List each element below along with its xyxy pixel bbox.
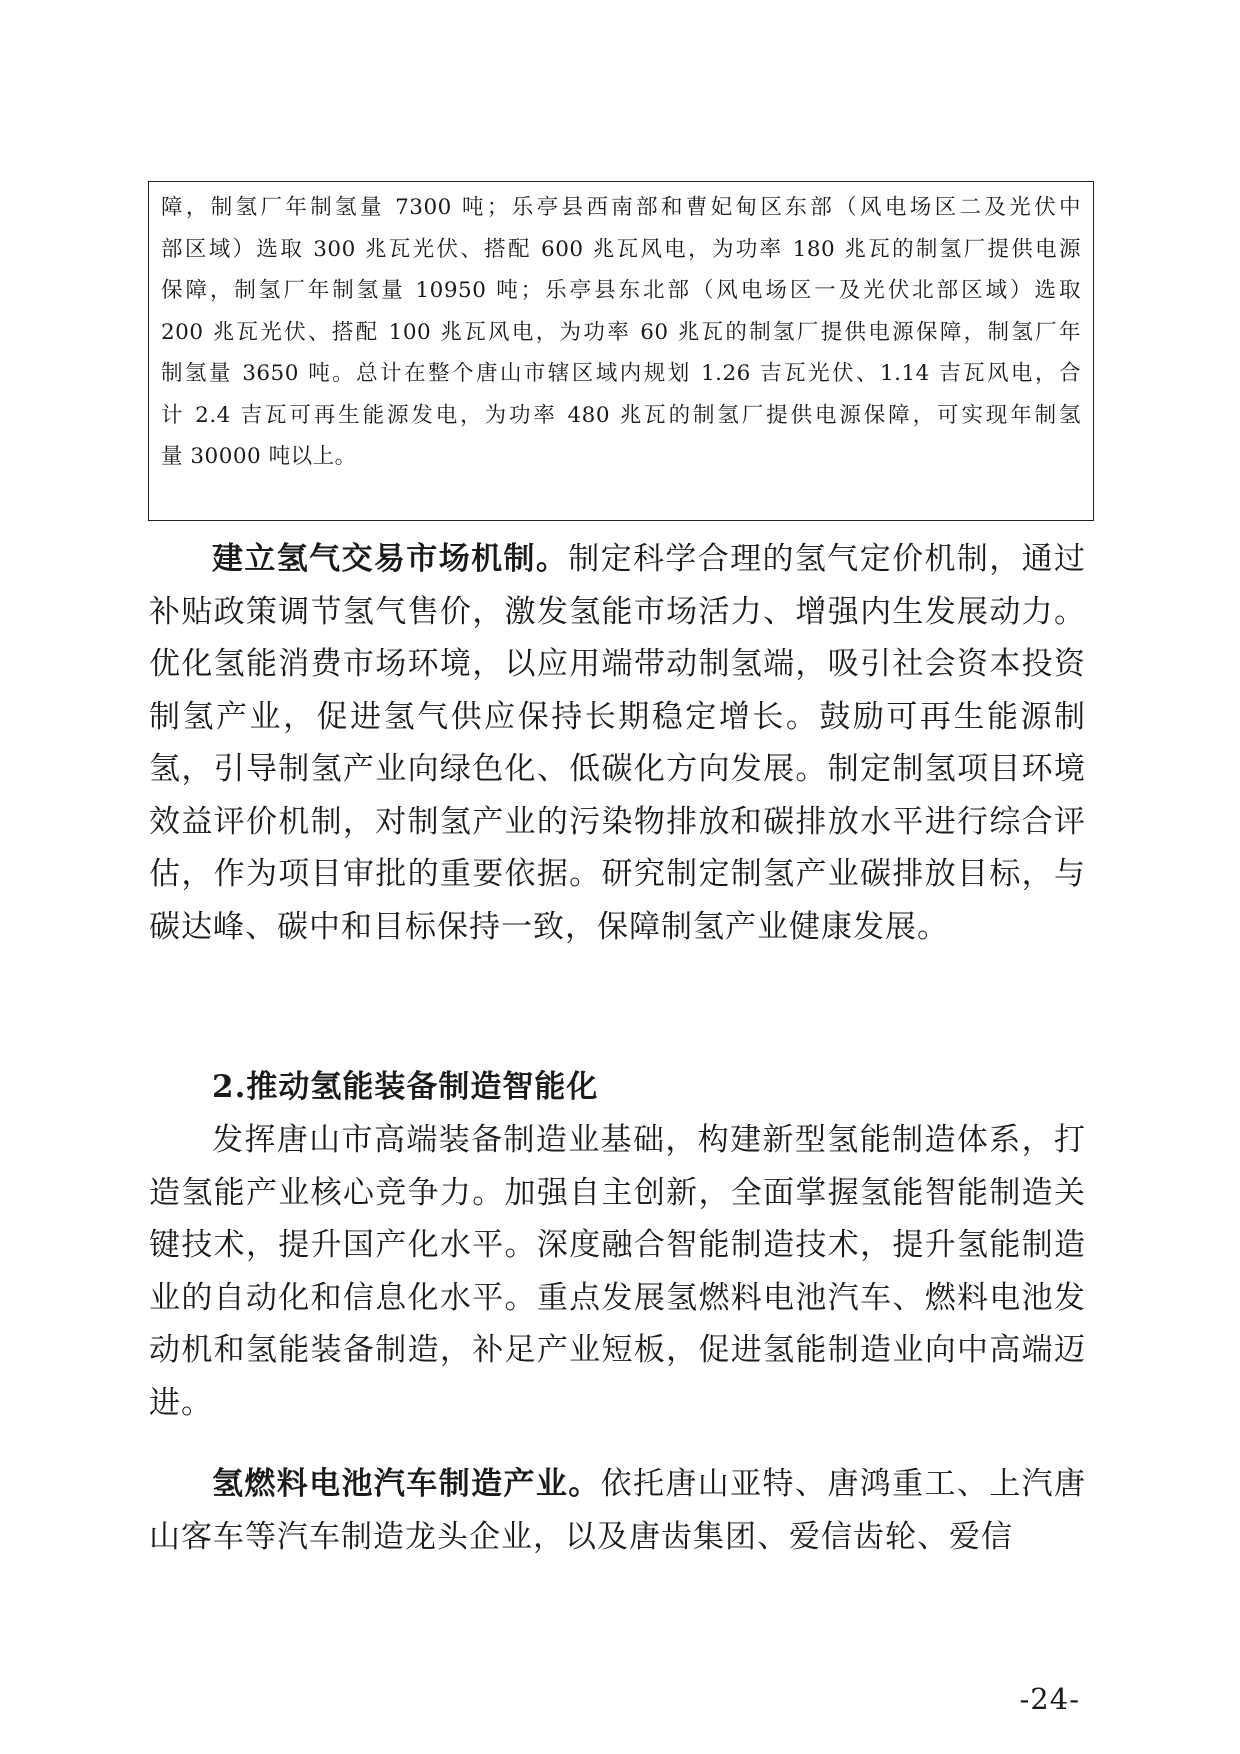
box-line: 计 2.4 吉瓦可再生能源发电，为功率 480 兆瓦的制氢厂提供电源保障，可实现年制氢 [161,402,1081,428]
box-line: 障，制氢厂年制氢量 7300 吨；乐亭县西南部和曹妃甸区东部（风电场区二及光伏中 [161,195,1081,220]
box-line: 200 兆瓦光伏、搭配 100 兆瓦风电，为功率 60 兆瓦的制氢厂提供电源保障，制氢厂年 [161,319,1081,345]
page-number: -24- [1019,1682,1080,1716]
paragraph-text: 发挥唐山市高端装备制造业基础，构建新型氢能制造体系，打造氢能产业核心竞争力。加强自主创新，全面掌握氢能智能制造关键技术，提升国产化水平。深度融合智能制造技术，提升氢能制造业的自动化和信息化水平。重点发展氢燃料电池汽车、燃料电池发动机和氢能装备制造，补足产业短板，促进氢能制造业向中高端迈进。 [149,1122,1086,1421]
paragraph-hydrogen-market [149,533,1086,953]
hydrogen-plan-text-box [148,181,1094,521]
box-line: 保障，制氢厂年制氢量 10950 吨；乐亭县东北部（风电场区一及光伏北部区域）选取 [161,278,1081,303]
paragraph-equipment-manufacturing [149,1114,1086,1429]
paragraph-lead: 氢燃料电池汽车制造产业。 [212,1466,601,1502]
box-line: 制氢量 3650 吨。总计在整个唐山市辖区域内规划 1.26 吉瓦光伏、1.14 吉瓦风电，合 [161,361,1081,386]
box-line: 部区域）选取 300 兆瓦光伏、搭配 600 兆瓦风电，为功率 180 兆瓦的制氢厂提供电源 [161,236,1081,262]
section-heading-text: 2.推动氢能装备制造智能化 [212,1069,599,1105]
paragraph-text: 制定科学合理的氢气定价机制，通过补贴政策调节氢气售价，激发氢能市场活力、增强内生发展动力。优化氢能消费市场环境，以应用端带动制氢端，吸引社会资本投资制氢产业，促进氢气供应保持长期稳定增长。鼓励可再生能源制氢，引导制氢产业向绿色化、低碳化方向发展。制定制氢项目环境效益评价机制，对制氢产业的污染物排放和碳排放水平进行综合评估，作为项目审批的重要依据。研究制定制氢产业碳排放目标，与碳达峰、碳中和目标保持一致，保障制氢产业健康发展。 [149,541,1087,945]
box-line: 量 30000 吨以上。 [161,444,357,469]
paragraph-fuel-cell-vehicle [149,1458,1086,1563]
paragraph-lead: 建立氢气交易市场机制。 [212,541,569,577]
section-heading [149,1061,1086,1114]
paragraph-text: 依托唐山亚特、唐鸿重工、上汽唐山客车等汽车制造龙头企业，以及唐齿集团、爱信齿轮、爱信 [149,1466,1087,1555]
